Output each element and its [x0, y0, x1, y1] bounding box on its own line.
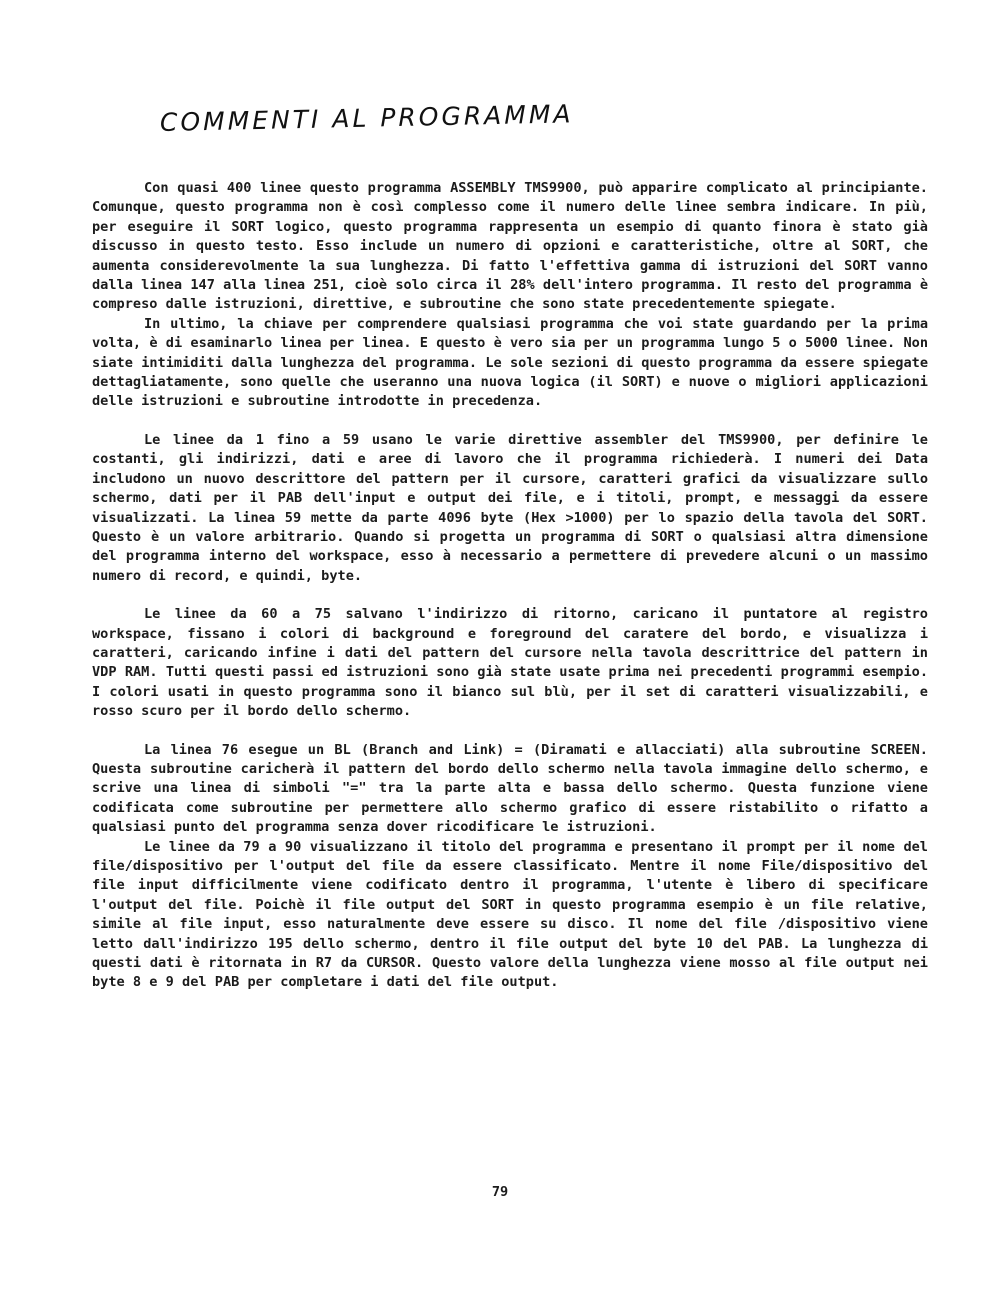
- page-number: 79: [491, 1184, 509, 1200]
- body-text: [92, 179, 928, 993]
- paragraph-spacer: [92, 412, 928, 431]
- paragraph-3: Le linee da 1 fino a 59 usano le varie direttive assembler del TMS9900, per definire le costanti, gli indirizzi, dati e aree di lavoro che il programma richiederà. I numeri dei Data includono un nuovo descrittore del pattern per il cursore, caratteri grafici da visualizzare sullo schermo, dati per il PAB dell'input e output dei file, e i titoli, prompt, e messaggi da essere visualizzati. La linea 59 mette da parte 4096 byte (Hex >1000) per lo spazio della tavola del SORT. Questo è un valore arbitrario. Quando si progetta un programma di SORT o qualsiasi altra dimensione del programma interno del workspace, esso à necessario a permettere di prevedere alcuni o un massimo numero di record, e quindi, byte.: [92, 431, 928, 584]
- paragraph-spacer: [92, 722, 928, 741]
- paragraph-1: Con quasi 400 linee questo programma ASSEMBLY TMS9900, può apparire complicato al principiante. Comunque, questo programma non è così complesso come il numero delle linee sembra indicare. In più, per eseguire il SORT logico, questo programma rappresenta un esempio di quanto finora è stato già discusso in questo testo. Esso include un numero di opzioni e caratteristiche, oltre al SORT, che aumenta considerevolmente la sua lunghezza. Di fatto l'effettiva gamma di istruzioni del SORT vanno dalla linea 147 alla linea 251, cioè solo circa il 28% dell'intero programma. Il resto del programma è compreso dalle istruzioni, direttive, e subroutine che sono state precedentemente spiegate.: [92, 180, 928, 313]
- paragraph-5: La linea 76 esegue un BL (Branch and Link) = (Diramati e allacciati) alla subroutine SCREEN. Questa subroutine caricherà il pattern del bordo dello schermo nella tavola immagine dello schermo, e scrive una linea di simboli "=" tra la parte alta e bassa dello schermo. Questa funzione viene codificata come subroutine per permettere allo schermo grafico di essere ristabilito o rifatto a qualsiasi punto del programma senza dover ricodificare le istruzioni.: [92, 741, 928, 836]
- paragraph-spacer: [92, 586, 928, 605]
- paragraph-2: In ultimo, la chiave per comprendere qualsiasi programma che voi state guardando per la prima volta, è di esaminarlo linea per linea. E questo è vero sia per un programma lungo 5 o 5000 linee. Non siate intimiditi dalla lunghezza del programma. Le sole sezioni di questo programma da essere spiegate dettagliatamente, sono quelle che useranno una nuova logica (il SORT) e nuove o migliori applicazioni delle istruzioni e subroutine introdotte in precedenza.: [92, 315, 928, 410]
- page-title: COMMENTI AL PROGRAMMA: [159, 99, 574, 137]
- paragraph-6: Le linee da 79 a 90 visualizzano il titolo del programma e presentano il prompt per il nome del file/dispositivo per l'output del file da essere classificato. Mentre il nome File/dispositivo del file input difficilmente viene codificato dentro il programma, l'utente è libero di specificare l'output del file. Poichè il file output del SORT in questo programma esempio è un file relative, simile al file input, esso naturalmente deve essere su disco. Il nome del file /dispositivo viene letto dall'indirizzo 195 dello schermo, dentro il file output del byte 10 del PAB. La lunghezza di questi dati è ritornata in R7 da CURSOR. Questo valore della lunghezza viene mosso al file output nei byte 8 e 9 del PAB per completare i dati del file output.: [92, 838, 928, 991]
- paragraph-4: Le linee da 60 a 75 salvano l'indirizzo di ritorno, caricano il puntatore al registro workspace, fissano i colori di background e foreground del caratere del bordo, e visualizza i caratteri, caricando infine i dati del pattern del cursore nella tavola descrittrice del pattern in VDP RAM. Tutti questi passi ed istruzioni sono già state usate prima nei precedenti programmi esempio. I colori usati in questo programma sono il bianco sul blù, per il set di caratteri visualizzabili, e rosso scuro per il bordo dello schermo.: [92, 606, 928, 720]
